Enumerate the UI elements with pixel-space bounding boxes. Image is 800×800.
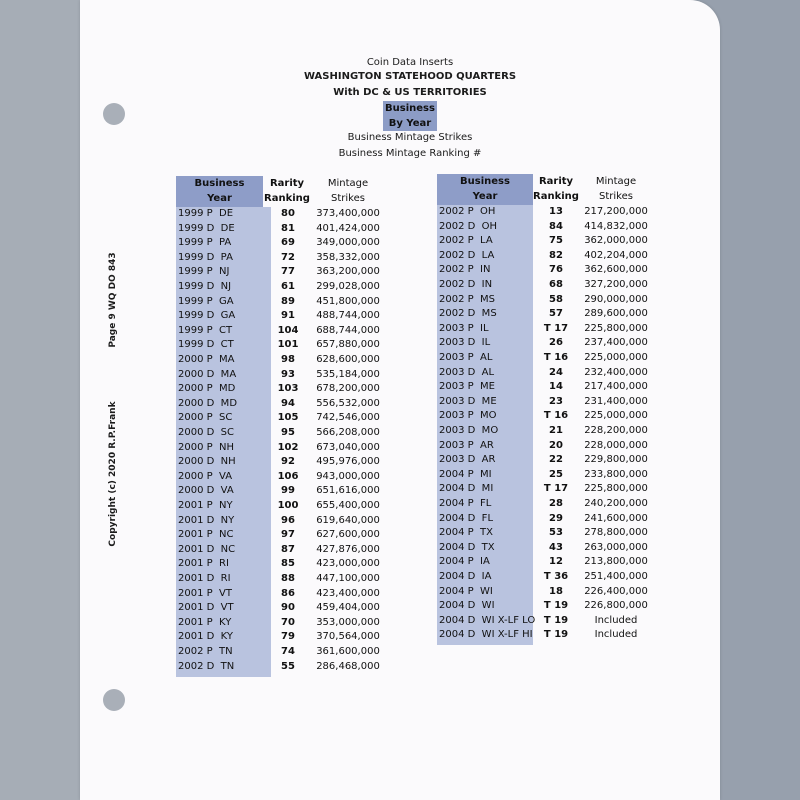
rank-cell: 84 (549, 220, 563, 232)
rank-cell: 100 (277, 500, 299, 511)
header-box (383, 101, 437, 131)
table-row (437, 395, 657, 410)
rank-cell: 93 (281, 368, 295, 380)
year-cell: 2003 D ME (439, 395, 497, 407)
rank-cell: 12 (549, 556, 563, 568)
mintage-cell: 286,468,000 (316, 660, 380, 672)
table-row (437, 234, 657, 249)
year-cell: 1999 D DE (178, 222, 235, 234)
mintage-cell: 619,640,000 (316, 514, 380, 526)
year-cell: 2001 P KY (178, 616, 232, 628)
table-row (176, 222, 391, 237)
table-row (176, 309, 391, 324)
binder-hole-bottom (103, 689, 125, 711)
mintage-cell: 370,564,000 (316, 631, 380, 643)
mintage-cell: 327,200,000 (584, 279, 648, 290)
rank-cell: 104 (277, 324, 299, 336)
mintage-cell: 673,040,000 (316, 441, 380, 453)
header-box-line-2: By Year (388, 118, 432, 129)
year-cell: 2000 P SC (178, 412, 233, 424)
mintage-cell: 414,832,000 (584, 220, 648, 232)
right-year-header-2: Year (472, 191, 498, 202)
year-cell: 1999 P GA (178, 295, 234, 307)
year-cell: 2000 D SC (178, 427, 235, 438)
rank-cell: 21 (549, 425, 563, 436)
table-row (437, 322, 657, 337)
table-row (437, 249, 657, 264)
table-row (176, 426, 391, 441)
mintage-cell: 566,208,000 (316, 427, 380, 438)
rank-cell: 106 (277, 470, 299, 482)
rank-cell: 97 (281, 529, 295, 541)
rank-cell: 102 (277, 441, 299, 453)
table-row (176, 528, 391, 543)
table-row (176, 324, 391, 339)
table-row (437, 278, 657, 293)
table-row (437, 439, 657, 454)
table-row (176, 251, 391, 266)
year-cell: 1999 D CT (178, 339, 234, 351)
right-year-header (437, 174, 533, 205)
mintage-cell: 459,404,000 (316, 602, 380, 614)
table-row (176, 587, 391, 602)
rank-cell: 70 (281, 616, 295, 628)
mintage-cell: 232,400,000 (584, 366, 648, 378)
right-mintage-header-1: Mintage (595, 176, 637, 187)
rank-cell: 105 (277, 412, 299, 424)
mintage-cell: 488,744,000 (316, 310, 380, 322)
year-cell: 2003 P AL (439, 352, 493, 363)
mintage-cell: 289,600,000 (584, 308, 648, 320)
mintage-cell: 742,546,000 (316, 412, 380, 424)
background-left (0, 0, 80, 800)
rank-cell: 99 (281, 485, 295, 497)
year-cell: 2000 D MD (178, 397, 238, 409)
year-cell: 2002 D MS (439, 308, 497, 320)
mintage-cell: 213,800,000 (584, 556, 648, 568)
table-row (176, 368, 391, 383)
mintage-cell: 278,800,000 (584, 527, 648, 539)
table-row (437, 293, 657, 308)
rank-cell: T 17 (543, 483, 569, 495)
mintage-cell: 402,204,000 (584, 249, 648, 261)
rank-cell: 103 (277, 383, 299, 395)
rank-cell: 90 (281, 602, 295, 614)
mintage-cell: 228,200,000 (584, 425, 648, 436)
right-mintage-header (580, 174, 652, 204)
rank-cell: 18 (549, 585, 563, 597)
table-row (437, 366, 657, 381)
table-row (176, 353, 391, 368)
mintage-cell: 225,000,000 (584, 410, 648, 422)
rank-cell: 13 (549, 206, 563, 217)
year-cell: 2004 D MI (439, 483, 494, 495)
mintage-cell: 241,600,000 (584, 512, 648, 524)
table-row (437, 570, 657, 585)
mintage-cell: 228,000,000 (584, 439, 648, 451)
left-mintage-header-1: Mintage (327, 178, 369, 189)
table-row (176, 572, 391, 587)
header-title: WASHINGTON STATEHOOD QUARTERS (303, 71, 517, 82)
table-row (176, 543, 391, 558)
rank-cell: 68 (549, 279, 563, 290)
mintage-cell: 240,200,000 (584, 498, 648, 509)
mintage-cell: 217,200,000 (584, 206, 648, 217)
mintage-cell: 495,976,000 (316, 456, 380, 468)
table-row (176, 207, 391, 222)
rank-cell: T 16 (543, 352, 569, 363)
table-row (176, 660, 391, 675)
rank-cell: 86 (281, 587, 295, 599)
year-cell: 1999 P PA (178, 237, 232, 249)
year-cell: 2001 D NY (178, 514, 235, 526)
year-cell: 1999 D PA (178, 251, 233, 263)
table-row (437, 205, 657, 220)
year-cell: 1999 P NJ (178, 266, 230, 278)
year-cell: 1999 D GA (178, 310, 236, 322)
table-row (176, 484, 391, 499)
mintage-cell: 225,800,000 (584, 322, 648, 334)
left-year-header-2: Year (207, 193, 232, 204)
table-row (437, 409, 657, 424)
table-row (176, 499, 391, 514)
mintage-cell: 556,532,000 (316, 397, 380, 409)
year-cell: 2003 P ME (439, 381, 495, 393)
rank-cell: 22 (549, 454, 563, 466)
year-cell: 2000 D MA (178, 368, 237, 380)
mintage-cell: 263,000,000 (584, 541, 648, 553)
mintage-cell: 226,400,000 (584, 585, 648, 597)
mintage-cell: 225,800,000 (584, 483, 648, 495)
mintage-cell: Included (594, 629, 638, 641)
table-row (176, 295, 391, 310)
table-row (176, 630, 391, 645)
year-cell: 2004 D IA (439, 571, 492, 582)
table-row (437, 453, 657, 468)
mintage-cell: 447,100,000 (316, 573, 380, 584)
rank-cell: 23 (549, 395, 563, 407)
mintage-cell: 353,000,000 (316, 616, 380, 628)
year-cell: 2001 P VT (178, 587, 232, 599)
right-rank-header-2: Ranking (533, 191, 579, 202)
year-cell: 2004 D WI X-LF HI (439, 629, 533, 641)
table-row (437, 307, 657, 322)
table-row (176, 236, 391, 251)
rank-cell: 91 (281, 310, 295, 322)
rank-cell: 77 (281, 266, 295, 278)
table-row (437, 614, 657, 629)
rank-cell: 61 (281, 281, 295, 292)
rank-cell: 81 (281, 222, 295, 234)
rank-cell: 26 (549, 337, 563, 349)
side-copyright-label: Copyright (c) 2020 R.P.Frank (108, 401, 118, 547)
table-row (176, 601, 391, 616)
year-cell: 2002 D TN (178, 660, 235, 672)
left-mintage-header (313, 176, 383, 206)
table-row (176, 514, 391, 529)
mintage-cell: 651,616,000 (316, 485, 380, 497)
rank-cell: 82 (549, 249, 563, 261)
year-cell: 2001 D VT (178, 602, 234, 614)
mintage-cell: 628,600,000 (316, 354, 380, 365)
year-cell: 2004 P WI (439, 585, 493, 597)
table-row (437, 263, 657, 278)
mintage-cell: 427,876,000 (316, 543, 380, 555)
rank-cell: T 19 (543, 600, 569, 612)
rank-cell: 85 (281, 558, 295, 570)
table-row (176, 455, 391, 470)
table-row (437, 628, 657, 643)
rank-cell: 101 (277, 339, 299, 351)
table-row (176, 265, 391, 280)
mintage-cell: 226,800,000 (584, 600, 648, 612)
right-mintage-header-2: Strikes (599, 191, 633, 202)
right-year-header-1: Business (460, 176, 510, 187)
year-cell: 2004 D WI (439, 600, 495, 612)
rank-cell: 58 (549, 293, 563, 305)
mintage-cell: 688,744,000 (316, 324, 380, 336)
rank-cell: 29 (549, 512, 563, 524)
left-rank-header (264, 176, 310, 206)
rank-cell: 95 (281, 427, 295, 438)
year-cell: 2001 D KY (178, 631, 233, 643)
year-cell: 2003 D MO (439, 425, 499, 436)
rank-cell: T 19 (543, 629, 569, 641)
rank-cell: 92 (281, 456, 295, 468)
table-row (176, 338, 391, 353)
mintage-cell: 233,800,000 (584, 468, 648, 480)
rank-cell: 53 (549, 527, 563, 539)
mintage-cell: 423,000,000 (316, 558, 380, 570)
mintage-cell: 657,880,000 (316, 339, 380, 351)
rank-cell: 43 (549, 541, 563, 553)
table-row (176, 441, 391, 456)
table-row (437, 526, 657, 541)
rank-cell: T 19 (543, 614, 569, 626)
year-cell: 2003 P AR (439, 439, 494, 451)
table-row (176, 616, 391, 631)
year-cell: 2004 P FL (439, 498, 492, 509)
year-cell: 1999 D NJ (178, 281, 232, 292)
rank-cell: 79 (281, 631, 295, 643)
mintage-cell: 251,400,000 (584, 571, 648, 582)
year-cell: 2002 D IN (439, 279, 493, 290)
table-row (437, 351, 657, 366)
header-subtitle: With DC & US TERRITORIES (333, 87, 487, 98)
table-row (437, 555, 657, 570)
year-cell: 2001 P NY (178, 500, 233, 511)
right-rank-header-1: Rarity (538, 176, 574, 187)
mintage-cell: 627,600,000 (316, 529, 380, 541)
year-cell: 2004 P MI (439, 468, 492, 480)
rank-cell: 57 (549, 308, 563, 320)
rank-cell: 55 (281, 660, 295, 672)
mintage-cell: 363,200,000 (316, 266, 380, 278)
table-row (437, 497, 657, 512)
year-cell: 2002 D OH (439, 220, 498, 232)
table-row (437, 424, 657, 439)
header-line-5: Business Mintage Ranking # (338, 148, 482, 159)
rank-cell: 89 (281, 295, 295, 307)
side-page-label: Page 9 WQ DO 843 (108, 252, 118, 348)
left-rank-header-1: Rarity (269, 178, 305, 189)
rank-cell: 20 (549, 439, 563, 451)
mintage-cell: 373,400,000 (316, 208, 380, 219)
rank-cell: T 16 (543, 410, 569, 422)
year-cell: 2002 P LA (439, 235, 493, 247)
mintage-cell: 678,200,000 (316, 383, 380, 395)
mintage-cell: 401,424,000 (316, 222, 380, 234)
year-cell: 2004 P IA (439, 556, 490, 568)
table-row (437, 585, 657, 600)
table-row (437, 512, 657, 527)
left-year-header-1: Business (194, 178, 245, 189)
table-row (437, 541, 657, 556)
rank-cell: 80 (281, 208, 295, 219)
rank-cell: 25 (549, 468, 563, 480)
table-row (176, 470, 391, 485)
year-cell: 2002 P OH (439, 206, 496, 217)
rank-cell: T 36 (543, 571, 569, 582)
table-row (437, 599, 657, 614)
mintage-cell: 423,400,000 (316, 587, 380, 599)
mintage-cell: 217,400,000 (584, 381, 648, 393)
year-cell: 2003 P IL (439, 322, 489, 334)
header-box-line-1: Business (385, 103, 435, 114)
mintage-cell: 655,400,000 (316, 500, 380, 511)
year-cell: 1999 P DE (178, 208, 234, 219)
mintage-cell: 451,800,000 (316, 295, 380, 307)
mintage-cell: 362,000,000 (584, 235, 648, 247)
year-cell: 2002 P MS (439, 293, 495, 305)
year-cell: 2000 D VA (178, 485, 234, 497)
year-cell: 2003 D AR (439, 454, 496, 466)
rank-cell: 74 (281, 646, 295, 657)
table-row (437, 380, 657, 395)
header-line-4: Business Mintage Strikes (347, 132, 473, 143)
mintage-cell: 358,332,000 (316, 251, 380, 263)
year-cell: 2001 D RI (178, 573, 231, 584)
mintage-cell: 362,600,000 (584, 264, 648, 276)
mintage-cell: 361,600,000 (316, 646, 380, 657)
year-cell: 2004 D FL (439, 512, 494, 524)
year-cell: 2003 D AL (439, 366, 495, 378)
mintage-cell: 299,028,000 (316, 281, 380, 292)
left-rank-header-2: Ranking (264, 193, 310, 204)
year-cell: 2000 P MD (178, 383, 236, 395)
left-mintage-header-2: Strikes (331, 193, 365, 204)
mintage-cell: 237,400,000 (584, 337, 648, 349)
year-cell: 2000 P VA (178, 470, 233, 482)
mintage-cell: 231,400,000 (584, 395, 648, 407)
table-row (176, 557, 391, 572)
mintage-cell: Included (594, 614, 638, 626)
table-row (437, 220, 657, 235)
mintage-cell: 943,000,000 (316, 470, 380, 482)
year-cell: 2000 P MA (178, 354, 235, 365)
rank-cell: 24 (549, 366, 563, 378)
table-row (176, 280, 391, 295)
rank-cell: 14 (549, 381, 563, 393)
rank-cell: 87 (281, 543, 295, 555)
right-rank-header (533, 174, 579, 204)
rank-cell: T 17 (543, 322, 569, 334)
year-cell: 2003 P MO (439, 410, 497, 422)
rank-cell: 28 (549, 498, 563, 509)
year-cell: 2004 D WI X-LF LO (439, 614, 536, 626)
left-year-header (176, 176, 263, 207)
header-line-1: Coin Data Inserts (366, 57, 454, 68)
mintage-cell: 229,800,000 (584, 454, 648, 466)
table-row (437, 468, 657, 483)
year-cell: 2000 P NH (178, 441, 235, 453)
mintage-cell: 225,000,000 (584, 352, 648, 363)
table-row (437, 336, 657, 351)
year-cell: 2002 P IN (439, 264, 491, 276)
table-row (176, 411, 391, 426)
rank-cell: 88 (281, 573, 295, 584)
year-cell: 2001 P NC (178, 529, 234, 541)
year-cell: 2001 D NC (178, 543, 236, 555)
year-cell: 2002 P TN (178, 646, 233, 657)
year-cell: 2000 D NH (178, 456, 236, 468)
rank-cell: 75 (549, 235, 563, 247)
rank-cell: 94 (281, 397, 295, 409)
rank-cell: 69 (281, 237, 295, 249)
table-row (176, 397, 391, 412)
rank-cell: 72 (281, 251, 295, 263)
rank-cell: 96 (281, 514, 295, 526)
table-row (437, 482, 657, 497)
binder-hole-top (103, 103, 125, 125)
year-cell: 2003 D IL (439, 337, 491, 349)
year-cell: 2002 D LA (439, 249, 495, 261)
rank-cell: 76 (549, 264, 563, 276)
year-cell: 1999 P CT (178, 324, 233, 336)
rank-cell: 98 (281, 354, 295, 365)
year-cell: 2004 P TX (439, 527, 493, 539)
year-cell: 2001 P RI (178, 558, 229, 570)
table-row (176, 382, 391, 397)
year-cell: 2004 D TX (439, 541, 495, 553)
mintage-cell: 290,000,000 (584, 293, 648, 305)
mintage-cell: 349,000,000 (316, 237, 380, 249)
table-row (176, 645, 391, 660)
mintage-cell: 535,184,000 (316, 368, 380, 380)
